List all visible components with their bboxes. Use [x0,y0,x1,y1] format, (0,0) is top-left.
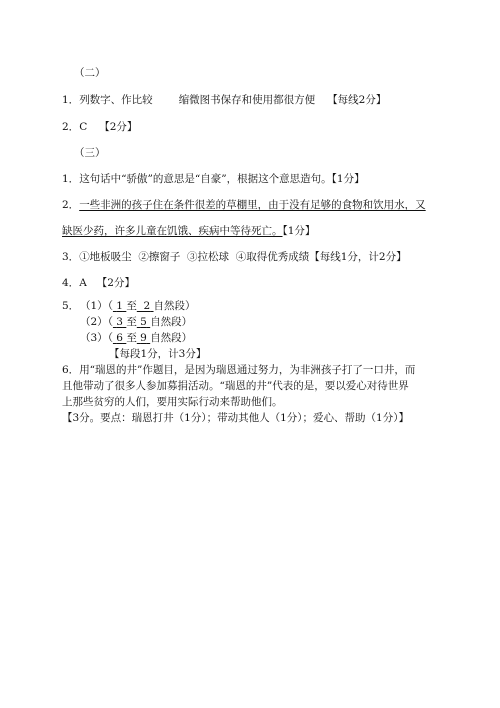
score-note: 【每线2分】 [327,94,387,106]
q3-6-line3: 上那些贫穷的人们，要用实际行动来帮助他们。 [62,396,283,408]
question-number: 3． [62,251,80,263]
range-to: 9 [140,332,147,344]
row-label: （2） [80,316,108,328]
q3-3-line [62,250,407,264]
range-from: 6 [116,332,123,344]
q3-5-row-2: （2）（ 3 至 5 自然段） [80,316,193,328]
question-number: 5． [62,300,80,312]
section-three-heading: （三） [74,147,106,159]
question-number: 2． [62,199,80,211]
answer-choice: A [79,277,87,289]
answer-text-underlined: 缺医少药，许多儿童在饥饿、疾病中等待死亡。 [62,225,283,237]
row-label: （3） [80,332,108,344]
row-label: （1） [80,300,108,312]
section-two-heading: （二） [74,67,106,79]
answer-text: 用“瑞恩的井”作题目，是因为瑞恩通过努力，为非洲孩子打了一口井，而 [79,364,416,376]
score-note: 【2分】 [99,121,138,133]
q3-1-line [62,172,365,186]
question-number: 1． [62,94,80,106]
q3-5-line [62,299,79,313]
q3-6-line1 [62,363,415,377]
q2-1-line [62,93,386,107]
q2-2-line [62,120,137,134]
question-number: 6． [62,364,80,376]
answer-text-underlined: 一些非洲的孩子住在条件很差的草棚里，由于没有足够的食物和饮用水，又 [79,199,426,211]
q3-2-line1 [62,198,426,212]
q3-2-line2 [62,224,315,238]
q3-5-row-1: （1）（ 1 至 2 自然段） [80,300,196,312]
q3-6-line2: 且他带动了很多人参加募捐活动。“瑞恩的井”代表的是，要以爱心对待世界 [62,380,409,392]
question-number: 4． [62,277,80,289]
answer-items: ①地板吸尘 ②擦窗子 ③拉松球 ④取得优秀成绩 [79,251,310,263]
answer-choice: C [79,121,88,133]
range-to: 2 [143,300,151,312]
answer-b: 缩微图书保存和使用都很方便 [178,94,316,106]
q3-6-scoring: 【3分。要点：瑞恩打井（1分）；带动其他人（1分）；爱心、帮助（1分）】 [62,412,409,424]
range-from: 1 [116,300,123,312]
score-note: 【1分】 [282,225,316,237]
q3-4-line [62,276,135,290]
question-number: 1． [62,173,80,185]
range-from: 3 [116,316,123,328]
q3-5-row-3: （3）（ 6 至 9 自然段） [80,332,193,344]
answer-a: 列数字、作比较 [79,94,153,106]
range-to: 5 [140,316,147,328]
question-number: 2． [62,121,80,133]
answer-text: 这句话中“骄傲”的意思是“自豪”，根据这个意思造句。 [79,173,332,185]
score-note: 【每线1分，计2分】 [309,251,407,263]
score-note: 【1分】 [331,173,365,185]
score-note: 【2分】 [96,277,135,289]
q3-5-score: 【每段1分，计3分】 [109,348,207,360]
